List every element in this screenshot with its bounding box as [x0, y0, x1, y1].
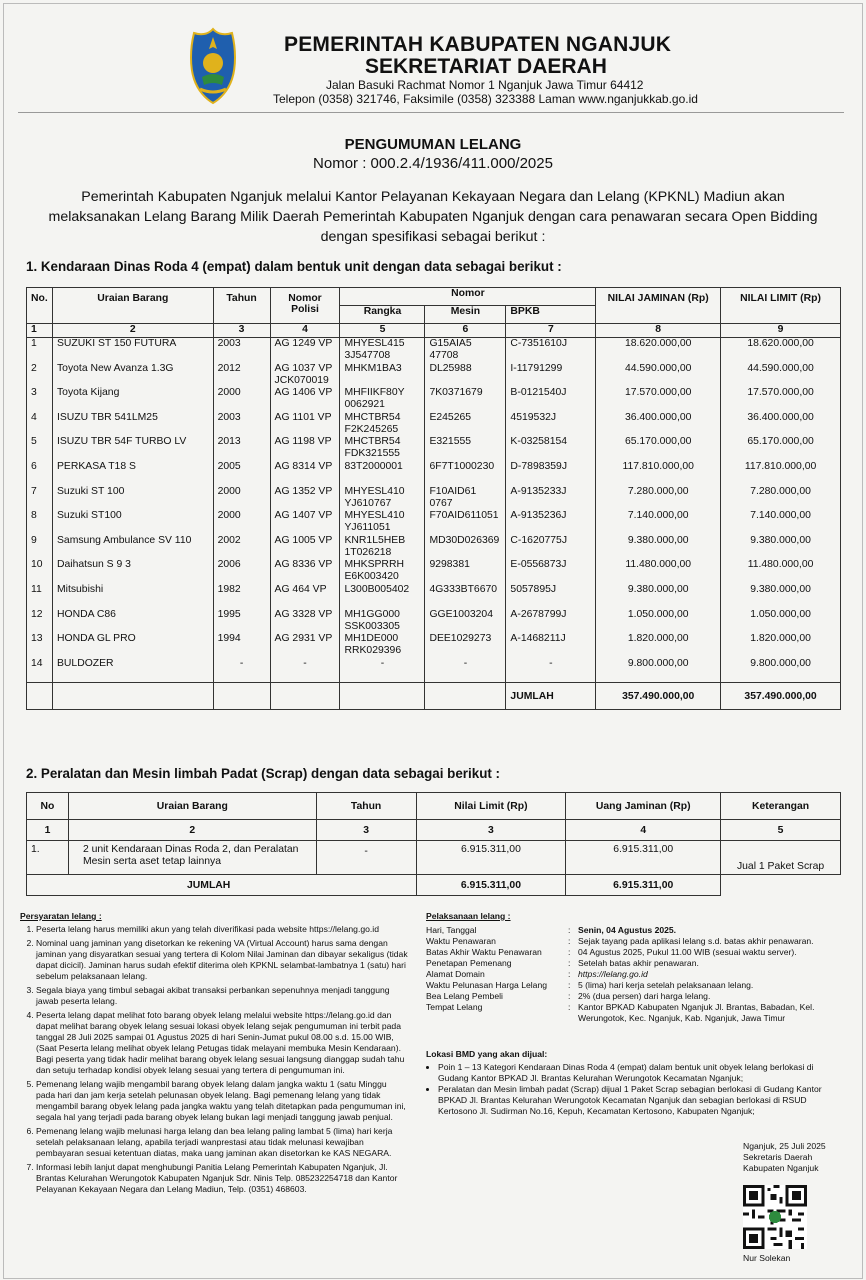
total-jaminan: 357.490.000,00: [596, 683, 721, 710]
th-jaminan: Uang Jaminan (Rp): [566, 793, 721, 820]
header-contact: Telepon (0358) 321746, Faksimile (0358) 323388 Laman www.nganjukkab.go.id: [273, 92, 698, 106]
th-tahun: Tahun: [316, 793, 416, 820]
table-row: 10 Daihatsun S 9 3 2006 AG 8336 VP MHKSPRRH E6K003420 9298381 E-0556873J 11.480.000,00 11.480.000,00: [27, 559, 841, 584]
scrap-table: [26, 792, 841, 896]
execution-row: Waktu Penawaran : Sejak tayang pada aplikasi lelang s.d. batas akhir penawaran.: [426, 936, 814, 946]
column-number-row: [27, 324, 841, 338]
table-row: 13 HONDA GL PRO 1994 AG 2931 VP MH1DE000 RRK029396 DEE1029273 A-1468211J 1.820.000,00 1.820.000,00: [27, 633, 841, 658]
list-item: • Peralatan dan Mesin limbah padat (Scrap) dijual 1 Paket Scrap sebagian berlokasi di Gudang Kantor BPKAD Jl. Brantas Kelurahan Werungotok Kecamatan Nganjuk dan sebagian berlokasi di RSUD Kertosono Jl. Sudirman No.16, Kepuh, Kecamatan Kertosono, Kabupaten Nganjuk;: [438, 1084, 846, 1117]
header-title-line2: SEKRETARIAT DAERAH: [365, 55, 607, 78]
execution-row: Penetapan Pemenang : Setelah batas akhir penawaran.: [426, 958, 699, 968]
colnum: 4: [270, 324, 340, 338]
list-item: 3. Segala biaya yang timbul sebagai akibat transaksi perbankan sepenuhnya menjadi tanggung jawab peserta lelang.: [36, 985, 408, 1007]
colnum: 3: [213, 324, 270, 338]
header-address: Jalan Basuki Rachmat Nomor 1 Nganjuk Jawa Timur 64412: [326, 78, 644, 92]
table-row: 5 ISUZU TBR 54F TURBO LV 2013 AG 1198 VP MHCTBR54 FDK321555 E321555 K-03258154 65.170.000,00 65.170.000,00: [27, 436, 841, 461]
colnum: 5: [340, 324, 425, 338]
th-jaminan: NILAI JAMINAN (Rp): [596, 288, 721, 324]
scrap-table-header: [27, 793, 841, 820]
requirements-section: [20, 911, 408, 1198]
total-row: [27, 875, 841, 896]
list-item: 2. Nominal uang jaminan yang disetorkan ke rekening VA (Virtual Account) harus sama dengan jaminan yang disyaratkan sesuai yang tertera di Kolom Nilai Jaminan dan dibayar sekaligus (tidak dapat dicicil). Jaminan harus sudah efektif diterima oleh KPKNL selambat-lambatnya 1 (satu) hari sebelum pelaksanaan lelang.: [36, 938, 408, 982]
total-label: JUMLAH: [27, 875, 417, 896]
signature-block: [743, 1141, 853, 1174]
table-row: 12 HONDA C86 1995 AG 3328 VP MH1GG000 SSK003305 GGE1003204 A-2678799J 1.050.000,00 1.050.000,00: [27, 609, 841, 634]
signature-place-date: Nganjuk, 25 Juli 2025: [743, 1141, 826, 1151]
th-mesin: Mesin: [425, 306, 506, 324]
list-item: 7. Informasi lebih lanjut dapat menghubungi Panitia Lelang Pemerintah Kabupaten Nganjuk, Jl. Brantas Kelurahan Werungotok Kabupaten Nganjuk Sdr. Ninis Telp. 085232254718 dan Kantor Pelayanan Kekayaan Negara dan Lelang Madiun, Telp. (0351) 468603.: [36, 1162, 408, 1195]
list-item: 6. Pemenang lelang wajib melunasi harga lelang dan bea lelang paling lambat 5 (lima) hari kerja setelah pelaksanaan lelang, apabila terjadi wanprestasi atau tidak melunasi kewajiban pembayaran sesuai ketentuan diatas, maka uang jaminan akan disetorkan ke KAS NEGARA.: [36, 1126, 408, 1159]
document-number: Nomor : 000.2.4/1936/411.000/2025: [313, 155, 553, 172]
document-title: PENGUMUMAN LELANG: [344, 136, 522, 153]
colnum: 6: [425, 324, 506, 338]
total-row: [27, 683, 841, 710]
th-rangka: Rangka: [340, 306, 425, 324]
execution-section: [426, 911, 846, 1024]
total-label: JUMLAH: [506, 683, 596, 710]
list-item: 5. Pemenang lelang wajib mengambil barang obyek lelang dalam jangka waktu 1 (satu Minggu pada hari dan jam kerja setelah pelunasan obyek lelang. Bagi pemenang lelang yang tidak mengambil barang obyek lelang pada jangka waktu yang telah ditetapkan pada pengumuman ini, segala hal yang terjadi pada barang obyek lelang bukan lagi menjadi tanggung jawab penjual.: [36, 1079, 408, 1123]
list-item: • Poin 1 – 13 Kategori Kendaraan Dinas Roda 4 (empat) dalam bentuk unit obyek lelang berlokasi di Gudang Kantor BPKAD Jl. Brantas Kelurahan Werungotok Kecamatan Nganjuk;: [438, 1062, 846, 1084]
intro-paragraph: Pemerintah Kabupaten Nganjuk melalui Kantor Pelayanan Kekayaan Negara dan Lelang (KPKNL) Madiun akan melaksanakan Lelang Barang Milik Daerah Pemerintah Kabupaten Nganjuk dengan cara penawaran secara Open Bidding dengan spesifikasi sebagai berikut :: [48, 189, 818, 245]
table-row: 6 PERKASA T18 S 2005 AG 8314 VP 83T2000001 6F7T1000230 D-7898359J 117.810.000,00 117.810.000,00: [27, 461, 841, 486]
location-list: [426, 1062, 846, 1117]
header-title-line1: PEMERINTAH KABUPATEN NGANJUK: [284, 33, 672, 56]
regency-emblem-icon: [188, 27, 238, 105]
th-bpkb: BPKB: [506, 306, 596, 324]
signer-name: Nur Solekan: [743, 1253, 791, 1263]
colnum: 8: [596, 324, 721, 338]
total-limit: 357.490.000,00: [721, 683, 841, 710]
header-divider: [18, 112, 844, 113]
total-limit: 6.915.311,00: [416, 875, 566, 896]
location-heading: Lokasi BMD yang akan dijual:: [426, 1049, 548, 1059]
th-limit: NILAI LIMIT (Rp): [721, 288, 841, 324]
th-nopol: Nomor Polisi: [270, 288, 340, 324]
vehicle-table-header: [27, 288, 841, 306]
th-tahun: Tahun: [213, 288, 270, 324]
section1-heading: 1. Kendaraan Dinas Roda 4 (empat) dalam bentuk unit dengan data sebagai berikut :: [26, 259, 562, 274]
th-uraian: Uraian Barang: [52, 288, 213, 324]
th-limit: Nilai Limit (Rp): [416, 793, 566, 820]
table-row: 1. 2 unit Kendaraan Dinas Roda 2, dan Peralatan Mesin serta aset tetap lainnya - 6.915.311,00 6.915.311,00 Jual 1 Paket Scrap: [27, 841, 841, 875]
th-nomor: Nomor: [340, 288, 596, 306]
colnum: 1: [27, 324, 53, 338]
execution-row: Tempat Lelang : Kantor BPKAD Kabupaten Nganjuk Jl. Brantas, Babadan, Kel. Werungotok, Kec. Nganjuk, Kab. Nganjuk, Jawa Timur: [426, 1002, 815, 1023]
list-item: 4. Peserta lelang dapat melihat foto barang obyek lelang melalui website https://lelang.go.id dan dapat melihat barang obyek lelang sesuai lokasi obyek lelang sejak pengumuman ini terbit pada tanggal 28 Juli 2025 sampai 01 Agustus 2025 di hari Senin-Jumat pukul 08.00 s.d. 15.00 WIB, (Saat Peserta lelang melihat obyek lelang Petugas tidak melayani membuka Mesin Kendaraan). Bagi peserta yang tidak hadir melihat barang obyek lelang sesuai langsung dianggap sudah tahu dan setuju terhadap kondisi obyek lelang sesuai yang tertera di pengumuman ini.: [36, 1010, 408, 1076]
table-row: 14 BULDOZER - - - - - 9.800.000,00 9.800.000,00: [27, 658, 841, 683]
table-row: 11 Mitsubishi 1982 AG 464 VP L300B005402 4G333BT6670 5057895J 9.380.000,00 9.380.000,00: [27, 584, 841, 609]
colnum: 2: [52, 324, 213, 338]
requirements-heading: Persyaratan lelang :: [20, 911, 102, 921]
execution-row: Hari, Tanggal : Senin, 04 Agustus 2025.: [426, 925, 677, 935]
table-row: 9 Samsung Ambulance SV 110 2002 AG 1005 VP KNR1L5HEB 1T026218 MD30D026369 C-1620775J 9.380.000,00 9.380.000,00: [27, 535, 841, 560]
table-row: 3 Toyota Kijang 2000 AG 1406 VP MHFIIKF80Y 0062921 7K0371679 B-0121540J 17.570.000,00 17.570.000,00: [27, 387, 841, 412]
colnum: 9: [721, 324, 841, 338]
table-row: 8 Suzuki ST100 2000 AG 1407 VP MHYESL410 YJ611051 F70AID611051 A-9135236J 7.140.000,00 7.140.000,00: [27, 510, 841, 535]
th-uraian: Uraian Barang: [68, 793, 316, 820]
table-row: 7 Suzuki ST 100 2000 AG 1352 VP MHYESL410 YJ610767 F10AID61 0767 A-9135233J 7.280.000,00 7.280.000,00: [27, 486, 841, 511]
th-keterangan: Keterangan: [721, 793, 841, 820]
th-no: No: [27, 793, 69, 820]
execution-row: Alamat Domain : https://lelang.go.id: [426, 969, 648, 979]
column-number-row: 1 2 3 3 4 5: [27, 820, 841, 841]
execution-row: Waktu Pelunasan Harga Lelang : 5 (lima) hari kerja setelah pelaksanaan lelang.: [426, 980, 754, 990]
colnum: 7: [506, 324, 596, 338]
table-row: 2 Toyota New Avanza 1.3G 2012 AG 1037 VP JCK070019 MHKM1BA3 DL25988 I-11791299 44.590.000,00 44.590.000,00: [27, 363, 841, 388]
th-no: No.: [27, 288, 53, 324]
execution-heading: Pelaksanaan lelang :: [426, 911, 511, 921]
qr-code-icon: [743, 1185, 807, 1249]
location-section: [426, 1049, 846, 1117]
requirements-list: [20, 924, 408, 1195]
total-jaminan: 6.915.311,00: [566, 875, 721, 896]
execution-row: Batas Akhir Waktu Penawaran : 04 Agustus 2025, Pukul 11.00 WIB (sesuai waktu server).: [426, 947, 797, 957]
table-row: 1 SUZUKI ST 150 FUTURA 2003 AG 1249 VP MHYESL415 3J547708 G15AIA5 47708 C-7351610J 18.620.000,00 18.620.000,00: [27, 338, 841, 363]
table-row: 4 ISUZU TBR 541LM25 2003 AG 1101 VP MHCTBR54 F2K245265 E245265 4519532J 36.400.000,00 36.400.000,00: [27, 412, 841, 437]
section2-heading: 2. Peralatan dan Mesin limbah Padat (Scrap) dengan data sebagai berikut :: [26, 766, 501, 781]
list-item: 1. Peserta lelang harus memiliki akun yang telah diverifikasi pada website https://lelang.go.id: [36, 924, 408, 935]
execution-row: Bea Lelang Pembeli : 2% (dua persen) dari harga lelang.: [426, 991, 711, 1001]
signature-role: Kabupaten Nganjuk: [743, 1163, 819, 1173]
vehicle-table: [26, 287, 841, 710]
signature-role: Sekretaris Daerah: [743, 1152, 813, 1162]
